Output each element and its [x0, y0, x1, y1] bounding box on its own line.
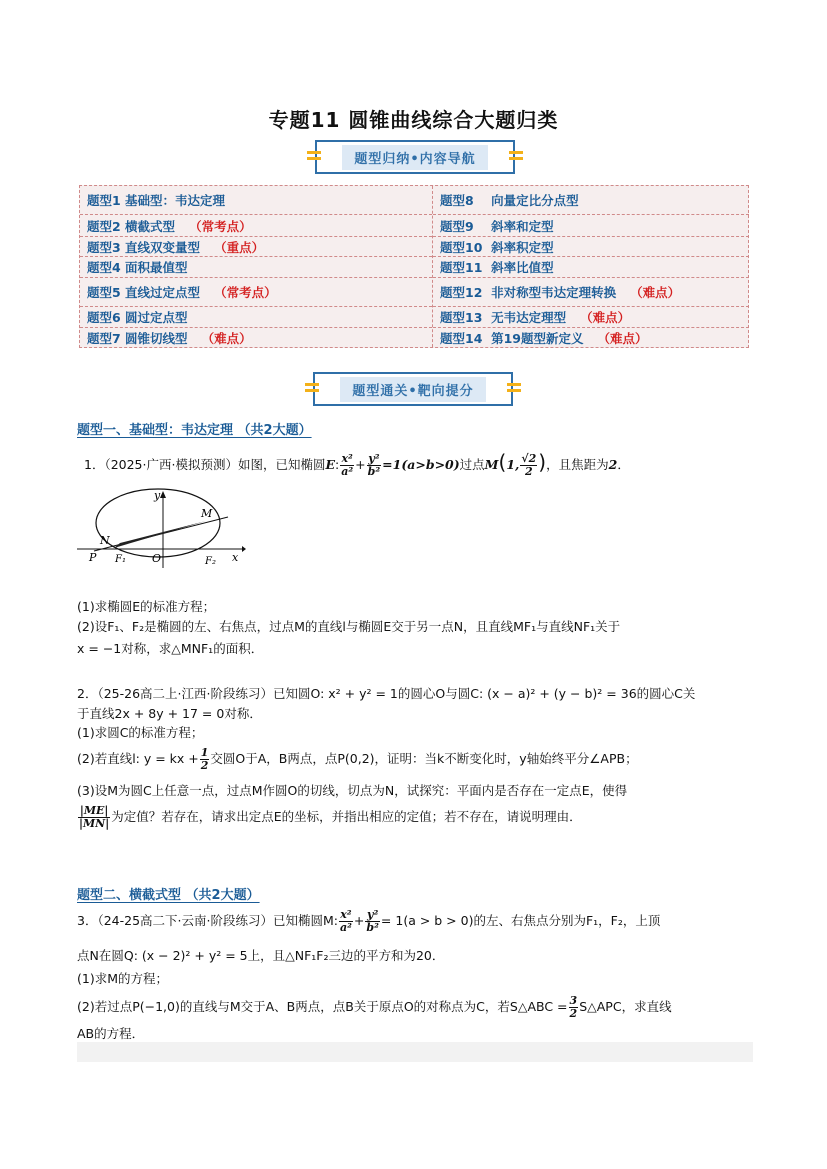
nav-item[interactable]: 题型14 第19题型新定义 （难点）: [440, 330, 648, 346]
label-F1: F₁: [115, 554, 126, 565]
question-2-stem-cont: 于直线2x + 8y + 17 = 0对称．: [77, 706, 262, 721]
question-1-part-2-cont: x = −1对称，求△MNF₁的面积．: [77, 641, 264, 656]
question-3-stem-cont: 点N在圆Q: (x − 2)² + y² = 5上，且△NF₁F₂三边的平方和为20．: [77, 948, 445, 963]
nav-item[interactable]: 题型9 斜率和定型: [433, 215, 749, 237]
question-1-stem: 1．（2025·广西·模拟预测）如图，已知椭圆E: $\frac{\text{x²}}{\text{a²}}$ + $\frac{\text{y²}}{\text{b²}}$ =1(a>b>0)过点M(1, $\frac{√2}{2}$ )，且焦距为2．: [84, 450, 630, 478]
nav-item[interactable]: 题型5 直线过定点型 （常考点）: [80, 278, 432, 307]
section-heading: 题型二、横截式型 （共2大题）: [77, 888, 260, 903]
answer-area: [77, 1042, 753, 1062]
banner-decoration-left-icon: [307, 151, 321, 163]
question-2-part-3-cont: $\frac{|ME|}{|MN|}$ 为定值？若存在，请求出定点E的坐标，并指出相应的定值；若不存在，请说明理由．: [79, 804, 582, 830]
practice-banner: [313, 372, 513, 406]
banner-decoration-left-icon: [305, 383, 319, 395]
triangle-mnf1: [114, 521, 206, 548]
nav-item[interactable]: 题型11 斜率比值型: [433, 257, 749, 278]
nav-item[interactable]: 题型4 面积最值型: [80, 257, 432, 278]
x-axis-arrow-icon: [242, 546, 246, 552]
page-title: 专题11 圆锥曲线综合大题归类: [268, 108, 559, 132]
nav-item[interactable]: 题型13 无韦达定理型 （难点）: [433, 307, 749, 328]
question-3-part-2-cont: AB的方程．: [77, 1026, 145, 1041]
question-1-part-1: (1)求椭圆E的标准方程；: [77, 599, 216, 614]
label-O: O: [152, 552, 162, 565]
label-y: y: [154, 489, 161, 502]
nav-item[interactable]: 题型6 圆过定点型: [80, 307, 432, 328]
question-3-part-1: (1)求M的方程；: [77, 971, 168, 986]
label-N: N: [100, 534, 110, 547]
nav-item[interactable]: 题型8 向量定比分点型: [433, 186, 749, 215]
question-2-part-1: (1)求圆C的标准方程；: [77, 725, 204, 740]
question-3-part-2: (2)若过点P(−1,0)的直线与M交于A、B两点，点B关于原点O的对称点为C，若S△ABC = $\frac{3}{2}$ S△APC，求直线: [77, 994, 672, 1020]
nav-banner-label: 题型归纳•内容导航: [342, 145, 487, 170]
label-M: M: [201, 507, 213, 520]
question-2-stem: 2．（25-26高二上·江西·阶段练习）已知圆O: x² + y² = 1的圆心O与圆C: (x − a)² + (y − b)² = 36的圆心C关: [77, 686, 696, 701]
nav-item[interactable]: 题型1 基础型：韦达定理: [80, 186, 432, 215]
nav-item[interactable]: 题型10 斜率积定型: [433, 237, 749, 257]
topic-nav-table: [79, 185, 749, 348]
label-F2: F₂: [205, 556, 216, 567]
nav-column-left: [80, 186, 432, 347]
banner-decoration-right-icon: [507, 383, 521, 395]
question-3-stem: 3．（24-25高二下·云南·阶段练习）已知椭圆M: $\frac{\text{x²}}{\text{a²}}$ + $\frac{\text{y²}}{\text{b²}}$ = 1(a > b > 0)的左、右焦点分别为F₁，F₂，上顶: [77, 908, 661, 934]
y-axis-arrow-icon: [160, 491, 166, 498]
question-2-part-3: (3)设M为圆C上任意一点，过点M作圆O的切线，切点为N，试探究：平面内是否存在一定点E，使得: [77, 783, 628, 798]
question-2-part-2: (2)若直线l: y = kx + $\frac{1}{2}$ 交圆O于A，B两点，点P(0,2)，证明：当k不断变化时，y轴始终平分∠APB；: [77, 746, 638, 772]
nav-column-right: [432, 186, 749, 347]
nav-item[interactable]: 题型12 非对称型韦达定理转换 （难点）: [433, 278, 749, 307]
question-1-part-2: (2)设F₁、F₂是椭圆的左、右焦点，过点M的直线l与椭圆E交于另一点N，且直线MF₁与直线NF₁关于: [77, 619, 621, 634]
banner-decoration-right-icon: [509, 151, 523, 163]
practice-banner-label: 题型通关•靶向提分: [340, 377, 485, 402]
section-heading: 题型一、基础型：韦达定理 （共2大题）: [77, 423, 312, 438]
label-P: P: [89, 551, 97, 564]
nav-item[interactable]: 题型2 横截式型 （常考点）: [80, 215, 432, 237]
ellipse-figure: [74, 486, 246, 570]
nav-item[interactable]: 题型3 直线双变量型 （重点）: [80, 237, 432, 257]
nav-banner: [315, 140, 515, 174]
label-x: x: [232, 551, 239, 564]
nav-item[interactable]: 题型7 圆锥切线型 （难点）: [87, 330, 252, 346]
